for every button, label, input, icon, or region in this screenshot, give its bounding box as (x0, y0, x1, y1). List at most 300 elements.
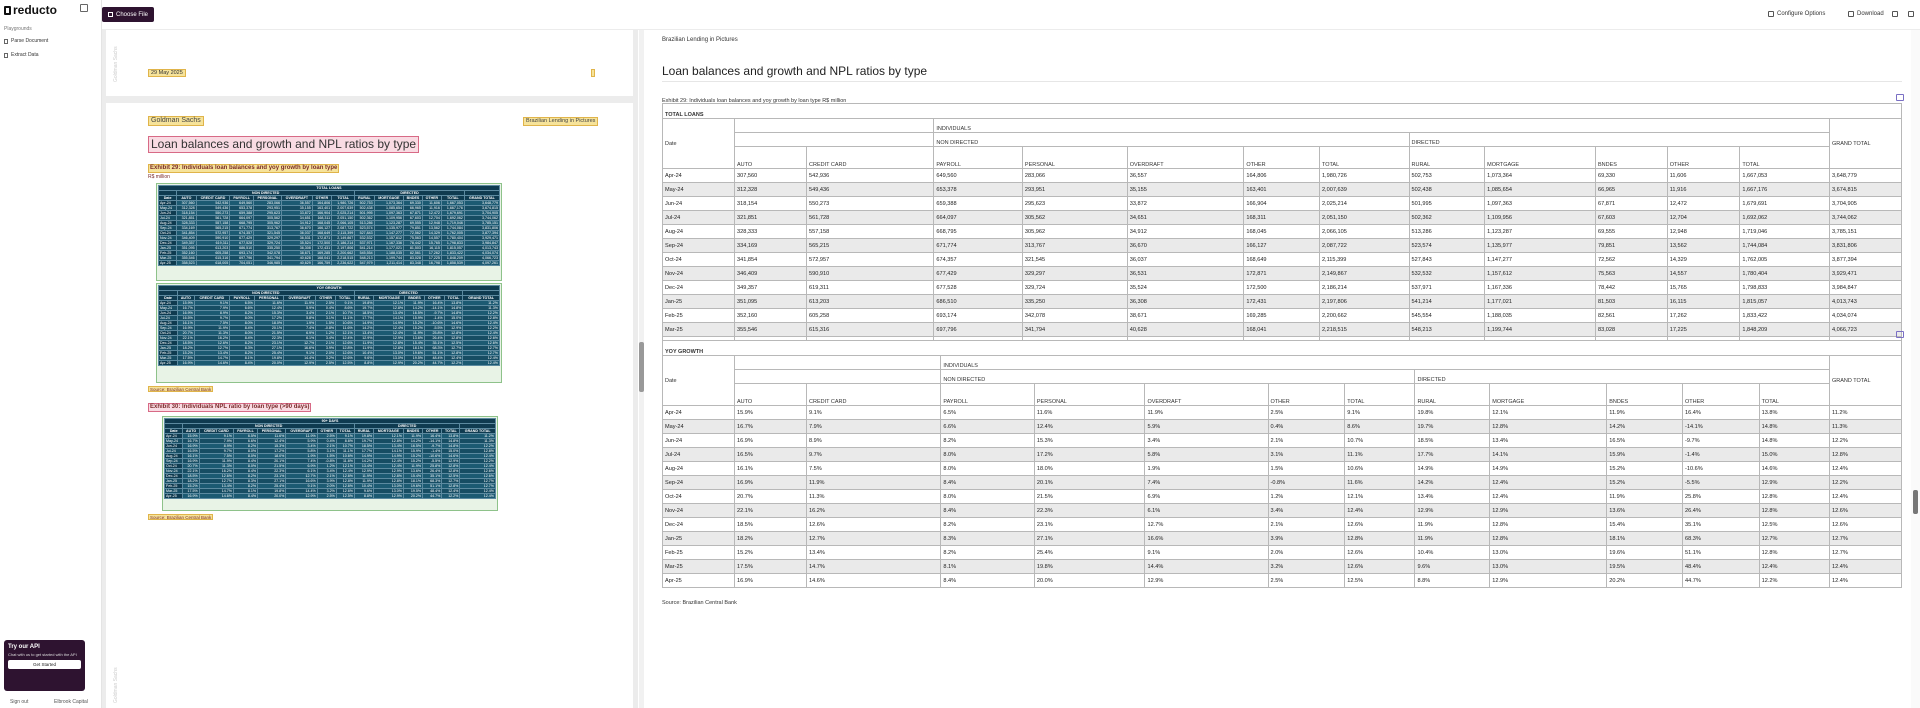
table-cell: 9.1% (1345, 406, 1415, 420)
mini-cell: 16.7% (178, 306, 195, 311)
mini-cell: 9.6% (354, 356, 374, 361)
mini-cell: 3.4% (316, 336, 336, 341)
mini-cell: 22.3% (258, 469, 286, 474)
table-cell: 335,250 (1022, 295, 1127, 309)
table-cell: 15.2% (735, 546, 807, 560)
mini-cell: 18.2% (183, 479, 199, 484)
mini-col: PAYROLL (233, 429, 257, 434)
mini-col: CREDIT CARD (199, 429, 233, 434)
row-date-cell: Jun-24 (663, 434, 735, 448)
table-row (663, 560, 1902, 574)
table-cell: 9.1% (807, 406, 941, 420)
table-cell: 20.1% (1034, 476, 1145, 490)
column-header: CREDIT CARD (807, 384, 941, 406)
mini-cell: Sep-24 (165, 459, 183, 464)
configure-options-button[interactable] (1768, 11, 1825, 17)
mini-cell: 1,692,062 (441, 216, 464, 221)
table-cell: 15.0% (1759, 448, 1829, 462)
table-cell: 15.3% (1034, 434, 1145, 448)
table-cell: 12.4% (1345, 504, 1415, 518)
table-cell: 7.4% (1145, 476, 1268, 490)
mini-cell: 12.4% (442, 489, 460, 494)
table-cell: 318,154 (735, 197, 807, 211)
table-cell: 36,531 (1127, 267, 1244, 281)
table-cell: 12.2% (1830, 434, 1902, 448)
table-cell: 18.1% (1607, 532, 1683, 546)
mini-cell: 11.9% (286, 434, 317, 439)
mini-cell: 17.5% (183, 489, 199, 494)
logo[interactable] (4, 3, 57, 17)
mini-cell: 20.7% (183, 464, 199, 469)
mini-cell: 11.1% (336, 316, 355, 321)
row-date-cell: Dec-24 (663, 281, 735, 295)
table-cell: 1,667,053 (1740, 169, 1830, 183)
row-date-cell: Apr-25 (663, 574, 735, 588)
table-cell: 51.1% (1682, 546, 1759, 560)
nav-extract-data[interactable] (4, 52, 39, 58)
table-cell: 2.1% (1268, 434, 1345, 448)
table-cell: 313,767 (1022, 239, 1127, 253)
table-cell: 3,831,806 (1830, 239, 1902, 253)
mini-cell: 12.8% (463, 316, 500, 321)
panel-toggle[interactable] (1908, 11, 1914, 17)
table-cell: 6.1% (1145, 504, 1268, 518)
pdf-scrollbar[interactable] (639, 30, 644, 708)
mini-cell: 168,311 (312, 216, 331, 221)
mini-cell: 7.5% (194, 321, 229, 326)
mini-cell: 8.2% (230, 341, 255, 346)
table-cell: 671,774 (934, 239, 1023, 253)
mini-cell: 2.0% (317, 484, 336, 489)
sign-out-link[interactable]: Sign out (10, 699, 29, 705)
column-header: MORTGAGE (1485, 147, 1596, 169)
mini-cell: 15.4% (405, 341, 425, 346)
extract-icon (4, 53, 8, 58)
table-cell: 14.4% (1145, 560, 1268, 574)
mini-cell: 12.7% (460, 484, 496, 489)
mini-cell: Oct-24 (165, 464, 183, 469)
mini-cell: -5.5% (424, 326, 444, 331)
mini-cell: 671,774 (230, 226, 254, 231)
table-cell: 34,912 (1127, 225, 1244, 239)
table-cell: 16.9% (735, 574, 807, 588)
mini-cell: 26.4% (423, 469, 442, 474)
pdf-scroll-thumb[interactable] (639, 342, 644, 392)
table-cell: 36,308 (1127, 295, 1244, 309)
mini-cell: 5.9% (286, 439, 317, 444)
pdf-exhibit-29[interactable]: Exhibit 29: Individuals loan balances and yoy growth by loan type (150, 165, 338, 171)
mini-cell: 11.3% (460, 439, 496, 444)
mini-cell: 51.1% (423, 484, 442, 489)
row-date-cell: Jun-24 (663, 197, 735, 211)
mini-cell: 12.4% (460, 494, 496, 499)
mini-cell: 12.4% (463, 331, 500, 336)
mini-cell: 2.5% (316, 301, 336, 306)
sidebar (0, 0, 102, 708)
mini-cell: 17.2% (254, 316, 283, 321)
sidebar-collapse-icon[interactable] (80, 4, 88, 12)
mini-cell: 8.4% (230, 336, 255, 341)
mini-cell: 349,357 (177, 241, 196, 246)
mini-cell: -9.7% (424, 311, 444, 316)
mini-cell: 1,211,414 (374, 261, 403, 266)
table-cell: 82,561 (1595, 309, 1667, 323)
mini-cell: 3.4% (284, 311, 316, 316)
mini-col: Date (165, 429, 183, 434)
table-cell: 12,472 (1667, 197, 1740, 211)
mini-cell: 12.9% (374, 336, 405, 341)
mini-cell: 13,562 (422, 226, 441, 231)
mini-cell: 12.6% (463, 336, 500, 341)
mini-cell: 34,651 (281, 216, 312, 221)
table-cell: 35,155 (1127, 183, 1244, 197)
mini-cell: Jul-24 (159, 216, 177, 221)
get-started-button[interactable]: Get Started (8, 660, 81, 669)
mini-cell: 16.7% (183, 439, 199, 444)
mini-cell: 305,562 (254, 216, 282, 221)
mini-col: TOTAL (336, 296, 355, 301)
table-cell: 8.0% (941, 448, 1034, 462)
table-cell: 1,073,364 (1485, 169, 1596, 183)
mini-cell: 16.1% (183, 454, 199, 459)
mini-band-nd: NON DIRECTED (183, 424, 354, 429)
mini-cell: 351,095 (177, 246, 196, 251)
table-cell: 545,554 (1409, 309, 1485, 323)
mini-cell: Jul-24 (159, 316, 178, 321)
mini-cell: 14.8% (444, 311, 463, 316)
mini-cell: 1,780,404 (441, 236, 464, 241)
mini-cell: 82,561 (404, 251, 423, 256)
mini-cell: 13.0% (374, 484, 404, 489)
row-date-cell: Jul-24 (663, 448, 735, 462)
mini-cell: 321,545 (254, 231, 282, 236)
mini-cell: 12.7% (463, 346, 500, 351)
mini-cell: 8.4% (230, 326, 255, 331)
table-cell: 1.2% (1268, 490, 1345, 504)
table-cell: 16.4% (1682, 406, 1759, 420)
table-cell: 15.2% (1607, 462, 1683, 476)
pdf-page-2 (106, 103, 633, 708)
mini-cell: 11.9% (405, 331, 425, 336)
mini-cell: 1,798,833 (441, 241, 464, 246)
mini-cell: 9.1% (336, 434, 354, 439)
table-cell: 12.9% (1490, 504, 1607, 518)
table-row (663, 532, 1902, 546)
table-cell: 3,704,905 (1830, 197, 1902, 211)
pdf-series[interactable]: Brazilian Lending in Pictures (523, 117, 598, 126)
mini-cell: 13.6% (403, 469, 422, 474)
table-cell: 6.6% (941, 420, 1034, 434)
table-cell: 8.4% (941, 504, 1034, 518)
table-cell: 307,560 (735, 169, 807, 183)
pdf-brand[interactable]: Goldman Sachs (148, 116, 204, 126)
mini-cell: 13.0% (374, 351, 405, 356)
pdf-table-npl[interactable] (162, 416, 498, 511)
mini-cell: 8.0% (233, 464, 257, 469)
mini-cell: 12.5% (336, 494, 354, 499)
download-icon (1848, 11, 1854, 17)
header-individuals: INDIVIDUALS (934, 119, 1830, 133)
mini-cell: Oct-24 (159, 231, 177, 236)
pdf-exhibit-30[interactable]: Exhibit 30: Individuals NPL ratio by loan type (>90 days) (150, 404, 310, 410)
pdf-source-1[interactable]: Source: Brazilian Central Bank (150, 387, 212, 392)
mini-cell: 2,149,867 (332, 236, 355, 241)
mini-cell: 329,724 (254, 241, 282, 246)
column-header: TOTAL (1345, 384, 1415, 406)
pdf-table-total-loans[interactable] (156, 183, 502, 281)
mini-cell: 11.9% (354, 341, 374, 346)
mini-cell: 12.8% (336, 479, 354, 484)
download-button[interactable] (1848, 11, 1884, 17)
mini-cell: 35.1% (423, 474, 442, 479)
table-cell: 12.8% (1490, 518, 1607, 532)
table-cell: 6.5% (941, 406, 1034, 420)
table-cell: 12.5% (1345, 574, 1415, 588)
mini-cell: 346,409 (177, 236, 196, 241)
table-row (663, 239, 1902, 253)
table-cell: 8.6% (1345, 420, 1415, 434)
mini-cell: 9.1% (199, 434, 233, 439)
table-cell: 168,649 (1244, 253, 1320, 267)
mini-cell: 12.4% (336, 469, 354, 474)
mini-cell: 14,557 (422, 236, 441, 241)
mini-cell: -14.1% (424, 306, 444, 311)
table-cell: 590,910 (807, 267, 934, 281)
layout-toggle[interactable] (1892, 11, 1898, 17)
table-cell: 16,115 (1667, 295, 1740, 309)
mini-cell: 12.8% (444, 351, 463, 356)
mini-cell: 12.5% (444, 341, 463, 346)
table-expand-icon-2[interactable] (1896, 331, 1904, 338)
mini-cell: 13.6% (405, 336, 425, 341)
mini-cell: 4,013,743 (464, 246, 499, 251)
table-cell: 20.2% (1607, 574, 1683, 588)
mini-col: TOTAL (441, 196, 464, 201)
row-date-cell: Sep-24 (663, 239, 735, 253)
mini-cell: 513,286 (355, 221, 374, 226)
table-expand-icon[interactable] (1896, 94, 1904, 101)
mini-cell: 6.5% (233, 434, 257, 439)
table-cell: 12.7% (807, 532, 941, 546)
mini-cell: 12.6% (460, 474, 496, 479)
choose-file-button[interactable] (102, 7, 154, 22)
output-scroll-thumb[interactable] (1913, 490, 1918, 514)
mini-col: OTHER (316, 296, 336, 301)
mini-cell: 15.9% (183, 434, 199, 439)
table-cell: 15.2% (1607, 476, 1683, 490)
table-row (663, 546, 1902, 560)
mini-cell: 3,744,062 (464, 216, 499, 221)
mini-cell: 13.4% (199, 484, 233, 489)
mini-cell: 4,097,261 (464, 261, 499, 266)
output-source: Source: Brazilian Central Bank (662, 600, 737, 606)
table-cell: 13.8% (1759, 406, 1829, 420)
mini-cell: 1.2% (316, 331, 336, 336)
mini-cell: 11.6% (254, 301, 283, 306)
mini-cell: 18.5% (183, 474, 199, 479)
mini-cell: -10.6% (424, 321, 444, 326)
mini-cell: 12.4% (444, 356, 463, 361)
mini-cell: 1,135,977 (374, 226, 403, 231)
mini-cell: 14.2% (354, 459, 373, 464)
table-cell: 502,362 (1409, 211, 1485, 225)
mini-cell: 0.4% (316, 306, 336, 311)
row-date-cell: Nov-24 (663, 504, 735, 518)
mini-cell: 12.8% (374, 479, 404, 484)
mini-col: GRAND TOTAL (464, 196, 499, 201)
table-cell: 668,795 (934, 225, 1023, 239)
mini-cell: 295,623 (254, 211, 282, 216)
pdf-title[interactable]: Loan balances and growth and NPL ratios by type (148, 136, 419, 153)
table-cell: 83,028 (1595, 323, 1667, 337)
mini-cell: 44.7% (423, 494, 442, 499)
mini-cell: 4,066,723 (464, 256, 499, 261)
pdf-viewer[interactable] (102, 30, 638, 708)
row-date-cell: Feb-25 (663, 309, 735, 323)
promo-title: Try our API (8, 644, 40, 650)
mini-cell: 3.1% (317, 449, 336, 454)
table-cell: 168,041 (1244, 323, 1320, 337)
table-cell: 19.8% (1034, 560, 1145, 574)
table-cell: 40,628 (1127, 323, 1244, 337)
mini-cell: 8.4% (233, 469, 257, 474)
mini-cell: 12.2% (463, 311, 500, 316)
table-cell: 305,962 (1022, 225, 1127, 239)
pdf-page-number-box[interactable] (591, 69, 595, 77)
table-row (663, 253, 1902, 267)
mini-cell: 11,606 (422, 201, 441, 206)
mini-cell: 8.2% (230, 351, 255, 356)
table-cell: 21.5% (1034, 490, 1145, 504)
mini-cell: 12.1% (336, 331, 355, 336)
table-cell: 12.1% (1490, 406, 1607, 420)
mini-cell: 13.0% (374, 356, 405, 361)
mini-cell: 11.6% (336, 326, 355, 331)
table-cell: 7.5% (807, 462, 941, 476)
mini-cell: 12.9% (374, 361, 405, 366)
mini-cell: 12,704 (422, 216, 441, 221)
pdf-date[interactable]: 29 May 2025 (148, 69, 186, 77)
table-cell: 5.9% (1145, 420, 1268, 434)
table-cell: 8.1% (941, 560, 1034, 574)
header-individuals: INDIVIDUALS (941, 356, 1830, 370)
upload-icon (108, 12, 113, 17)
mini-cell: -0.8% (316, 326, 336, 331)
table-cell: 17,262 (1667, 309, 1740, 323)
mini-cell: 75,563 (404, 236, 423, 241)
mini-cell: 12.8% (442, 469, 460, 474)
mini-cell: 7.9% (194, 306, 229, 311)
mini-cell: 14.4% (286, 489, 317, 494)
table-cell: 12.2% (1759, 574, 1829, 588)
table-cell: 1,815,057 (1740, 295, 1830, 309)
pdf-source-2[interactable]: Source: Brazilian Central Bank (150, 515, 212, 520)
mini-cell: 23.1% (258, 474, 286, 479)
table-cell: 1,667,176 (1740, 183, 1830, 197)
table-cell: 3.4% (1145, 434, 1268, 448)
mini-cell: 8.8% (354, 494, 373, 499)
mini-cell: 13.4% (354, 464, 373, 469)
mini-cell: 8.2% (233, 474, 257, 479)
mini-cell: 12.1% (374, 434, 404, 439)
mini-cell: 2,236,622 (332, 261, 355, 266)
table-cell: 11.3% (807, 490, 941, 504)
mini-cell: 613,203 (196, 246, 230, 251)
table-cell: 2,087,722 (1319, 239, 1409, 253)
mini-cell: 79,851 (404, 226, 423, 231)
mini-cell: 26.4% (424, 336, 444, 341)
mini-cell: 2.1% (317, 474, 336, 479)
table-cell: 12,948 (1667, 225, 1740, 239)
table-cell: 11.3% (1830, 420, 1902, 434)
table-cell: 2,007,639 (1319, 183, 1409, 197)
mini-cell: 12.7% (286, 474, 317, 479)
table-cell: 25.8% (1682, 490, 1759, 504)
pdf-table-yoy[interactable] (156, 283, 502, 383)
mini-cell: 12.6% (460, 469, 496, 474)
mini-cell: -5.5% (423, 459, 442, 464)
mini-cell: 17,262 (422, 251, 441, 256)
mini-cell: 557,158 (196, 221, 230, 226)
table-cell: 14.6% (807, 574, 941, 588)
mini-cell: 5.9% (284, 306, 316, 311)
mini-cell: 12.4% (463, 321, 500, 326)
mini-cell: 16.5% (183, 449, 199, 454)
mini-cell: Feb-25 (159, 351, 178, 356)
mini-cell: Apr-24 (159, 301, 178, 306)
mini-col: BNDES (404, 196, 423, 201)
table-cell: 81,503 (1595, 295, 1667, 309)
mini-cell: 12.6% (336, 356, 355, 361)
mini-cell: 321,851 (177, 216, 196, 221)
mini-cell: 2,066,105 (332, 221, 355, 226)
table-cell: 10.4% (1415, 546, 1490, 560)
table-cell: 3,929,471 (1830, 267, 1902, 281)
row-date-cell: Nov-24 (663, 267, 735, 281)
mini-col: OTHER (423, 429, 442, 434)
table-cell: 542,936 (807, 169, 934, 183)
mini-cell: 501,995 (355, 211, 374, 216)
mini-cell: 12.9% (374, 469, 404, 474)
output-scrollbar[interactable] (1911, 30, 1920, 708)
table-row (663, 309, 1902, 323)
mini-cell: 12.7% (460, 479, 496, 484)
table-cell: 14.6% (1759, 462, 1829, 476)
nav-parse-document[interactable] (4, 38, 48, 44)
table-cell: 72,562 (1595, 253, 1667, 267)
mini-cell: 307,560 (177, 201, 196, 206)
row-date-cell: Oct-24 (663, 490, 735, 504)
table-cell: 2.0% (1268, 546, 1345, 560)
header-non-directed: NON DIRECTED (941, 370, 1415, 384)
header-directed: DIRECTED (1409, 133, 1830, 147)
mini-cell: May-24 (165, 439, 183, 444)
mini-cell: 1,980,726 (332, 201, 355, 206)
mini-cell: 19.6% (405, 351, 425, 356)
mini-cell: Mar-25 (159, 256, 177, 261)
mini-col: BNDES (403, 429, 422, 434)
table-cell: 166,127 (1244, 239, 1320, 253)
table-cell: 1.5% (1268, 462, 1345, 476)
mini-cell: 11.2% (460, 434, 496, 439)
mini-cell: Sep-24 (159, 326, 178, 331)
mini-cell: -1.4% (423, 449, 442, 454)
mini-cell: 11.9% (354, 474, 373, 479)
table-cell: 1,199,744 (1485, 323, 1596, 337)
table-cell: 7.9% (807, 420, 941, 434)
mini-cell: -9.7% (423, 444, 442, 449)
mini-cell: 12.6% (194, 341, 229, 346)
